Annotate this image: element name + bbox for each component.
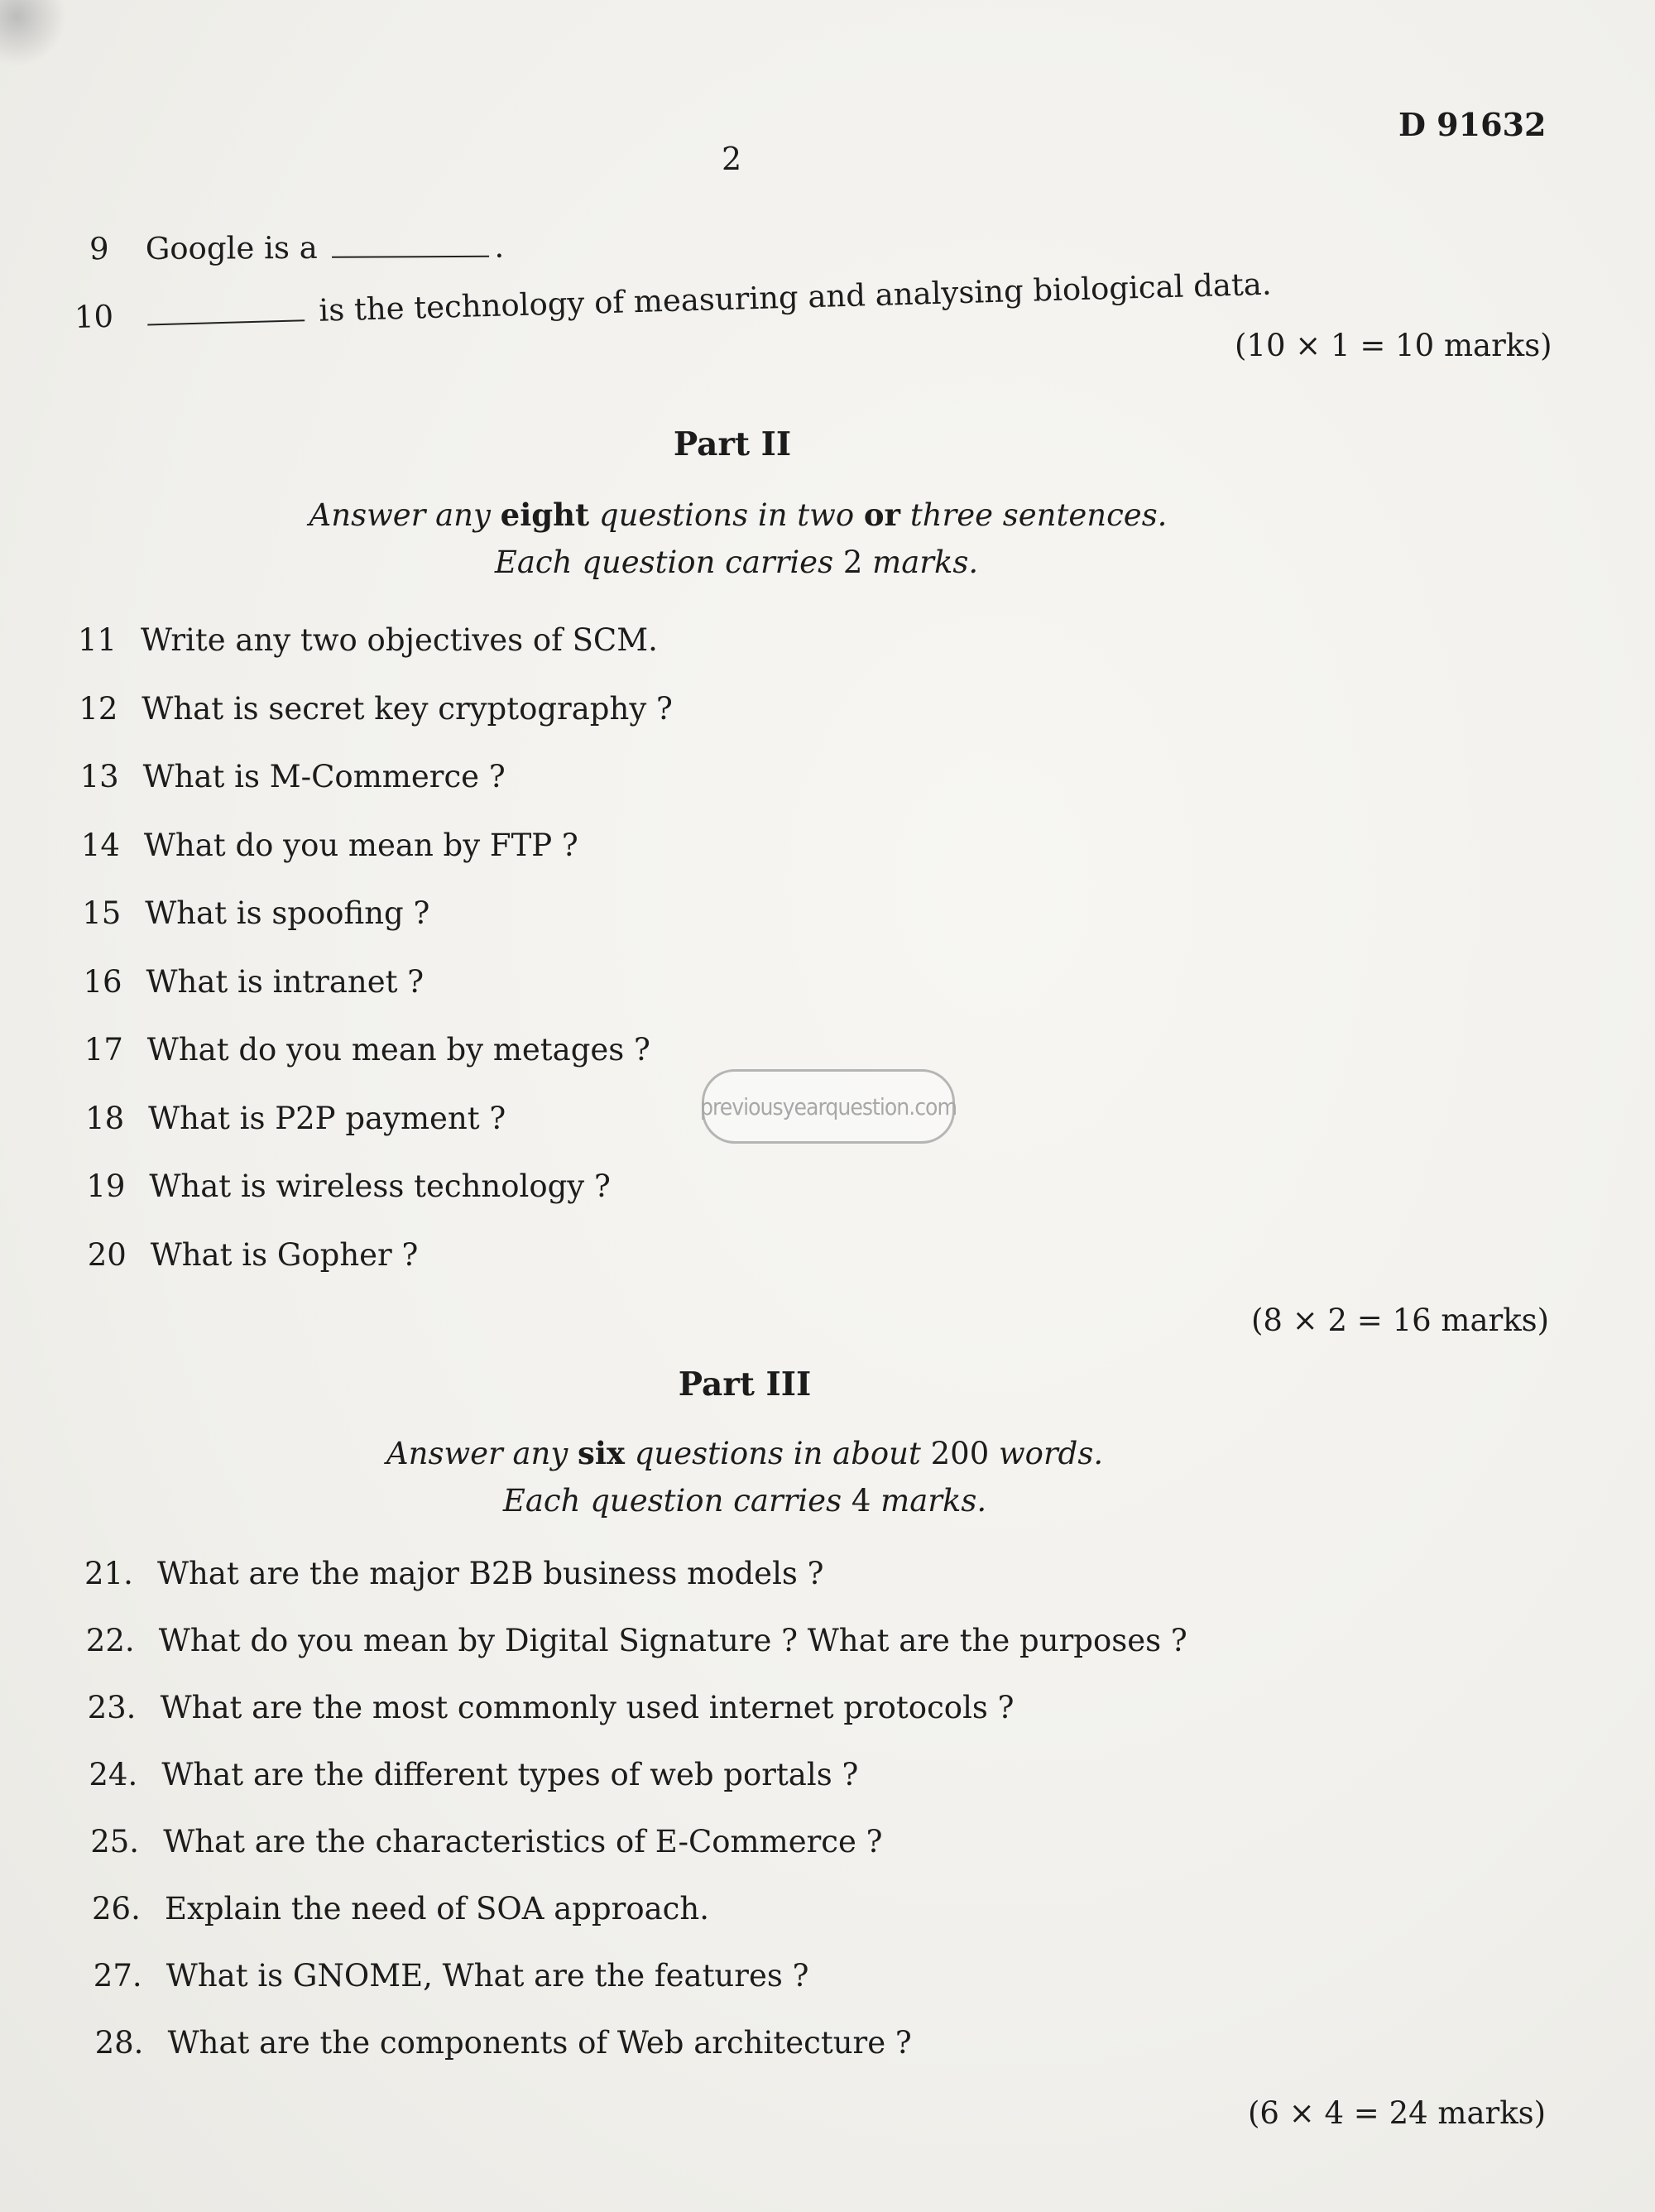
corner-shadow — [0, 0, 66, 66]
part1-marks: (10 × 1 = 10 marks) — [1235, 328, 1552, 363]
question-item — [84, 1556, 824, 1591]
question-number: 16 — [83, 963, 122, 1000]
question-item — [88, 1690, 1015, 1725]
blank-line — [146, 301, 305, 325]
question-number: 26. — [92, 1891, 141, 1927]
blank-line — [332, 238, 489, 258]
question-number: 23. — [87, 1690, 137, 1725]
question-text: What is intranet ? — [146, 963, 425, 1000]
instr-text: Each question carries — [494, 545, 834, 580]
question-text: What is GNOME, What are the features ? — [166, 1958, 809, 1994]
question-text: What do you mean by Digital Signature ? What are the purposes ? — [158, 1623, 1187, 1658]
question-number: 19 — [86, 1168, 126, 1204]
page-number: 2 — [722, 141, 742, 177]
question-text: Explain the need of SOA approach. — [165, 1891, 709, 1927]
question-number: 25. — [90, 1824, 140, 1859]
question-item — [85, 1101, 506, 1136]
instr-number: 2 — [842, 545, 863, 580]
question-item — [94, 1958, 809, 1994]
question-text: Google is a — [145, 229, 318, 266]
question-text-end: . — [494, 228, 505, 265]
paper-code: D 91632 — [1398, 106, 1547, 143]
question-item — [86, 1623, 1187, 1658]
question-number: 18 — [85, 1100, 125, 1136]
instr-text: questions in about — [634, 1436, 921, 1471]
instr-text: words. — [999, 1436, 1104, 1471]
question-text: What do you mean by FTP ? — [143, 827, 578, 863]
watermark-stamp — [702, 1069, 955, 1144]
part3-instruction-line2 — [0, 1483, 1572, 1519]
instr-text: three sentences. — [909, 497, 1168, 533]
question-text: What are the different types of web portals ? — [161, 1757, 859, 1792]
instr-text: marks. — [872, 545, 979, 580]
instr-text: Answer any — [309, 497, 491, 533]
question-text: What is M-Commerce ? — [142, 759, 506, 794]
question-number: 12 — [79, 690, 118, 727]
question-item — [84, 964, 425, 1000]
instr-emphasis: six — [578, 1435, 625, 1471]
question-item — [90, 1824, 882, 1859]
instr-text: Answer any — [386, 1436, 568, 1471]
question-item — [95, 2025, 912, 2061]
instr-text: questions in two — [598, 497, 855, 533]
question-text: What is Gopher ? — [150, 1236, 419, 1273]
instr-text: marks. — [880, 1483, 987, 1519]
question-9 — [89, 229, 504, 267]
question-item — [78, 622, 658, 658]
part2-instruction-line2 — [0, 545, 1564, 580]
question-text: What are the characteristics of E-Commerce ? — [163, 1824, 883, 1859]
question-number: 22. — [85, 1623, 135, 1658]
question-text: What is P2P payment ? — [148, 1100, 506, 1136]
question-number: 9 — [89, 231, 109, 267]
question-item — [82, 895, 429, 931]
question-text: Write any two objectives of SCM. — [141, 622, 658, 658]
instr-number: 4 — [851, 1483, 871, 1519]
instr-emphasis: or — [863, 497, 901, 533]
question-10 — [74, 266, 1272, 335]
question-item — [86, 1168, 610, 1204]
part3-title: Part III — [678, 1365, 812, 1403]
question-item — [80, 759, 506, 794]
question-number: 21. — [84, 1556, 133, 1591]
question-number: 15 — [82, 895, 122, 931]
question-item — [89, 1757, 858, 1792]
question-item — [84, 1032, 650, 1068]
question-text: What do you mean by metages ? — [146, 1032, 650, 1068]
question-number: 20 — [87, 1236, 127, 1273]
question-text: What are the components of Web architecture ? — [167, 2025, 912, 2061]
question-number: 13 — [79, 759, 119, 794]
instr-text: Each question carries — [502, 1483, 842, 1519]
question-text: What are the most commonly used internet protocols ? — [160, 1690, 1015, 1725]
part2-marks: (8 × 2 = 16 marks) — [1251, 1303, 1550, 1338]
question-text: What is wireless technology ? — [149, 1168, 611, 1204]
question-number: 27. — [93, 1958, 142, 1994]
part3-marks: (6 × 4 = 24 marks) — [1248, 2095, 1547, 2131]
part2-instruction-line1 — [0, 497, 1566, 533]
question-text: is the technology of measuring and analysing biological data. — [318, 266, 1273, 329]
question-number: 24. — [89, 1757, 138, 1792]
question-item — [79, 691, 673, 727]
question-item — [88, 1237, 419, 1273]
part2-title: Part II — [673, 425, 792, 463]
question-item — [81, 828, 578, 863]
question-text: What are the major B2B business models ? — [157, 1556, 824, 1591]
question-number: 28. — [94, 2025, 144, 2061]
question-number: 10 — [74, 298, 114, 335]
question-number: 14 — [80, 827, 120, 863]
question-text: What is spoofing ? — [145, 895, 430, 931]
question-text: What is secret key cryptography ? — [142, 690, 673, 727]
instr-emphasis: eight — [500, 497, 590, 533]
question-number: 11 — [78, 622, 118, 658]
question-number: 17 — [84, 1032, 123, 1068]
part3-instruction-line1 — [0, 1435, 1572, 1471]
question-item — [92, 1891, 709, 1927]
instr-number: 200 — [930, 1436, 990, 1471]
watermark-text: previousyearquestion.com — [700, 1092, 957, 1120]
